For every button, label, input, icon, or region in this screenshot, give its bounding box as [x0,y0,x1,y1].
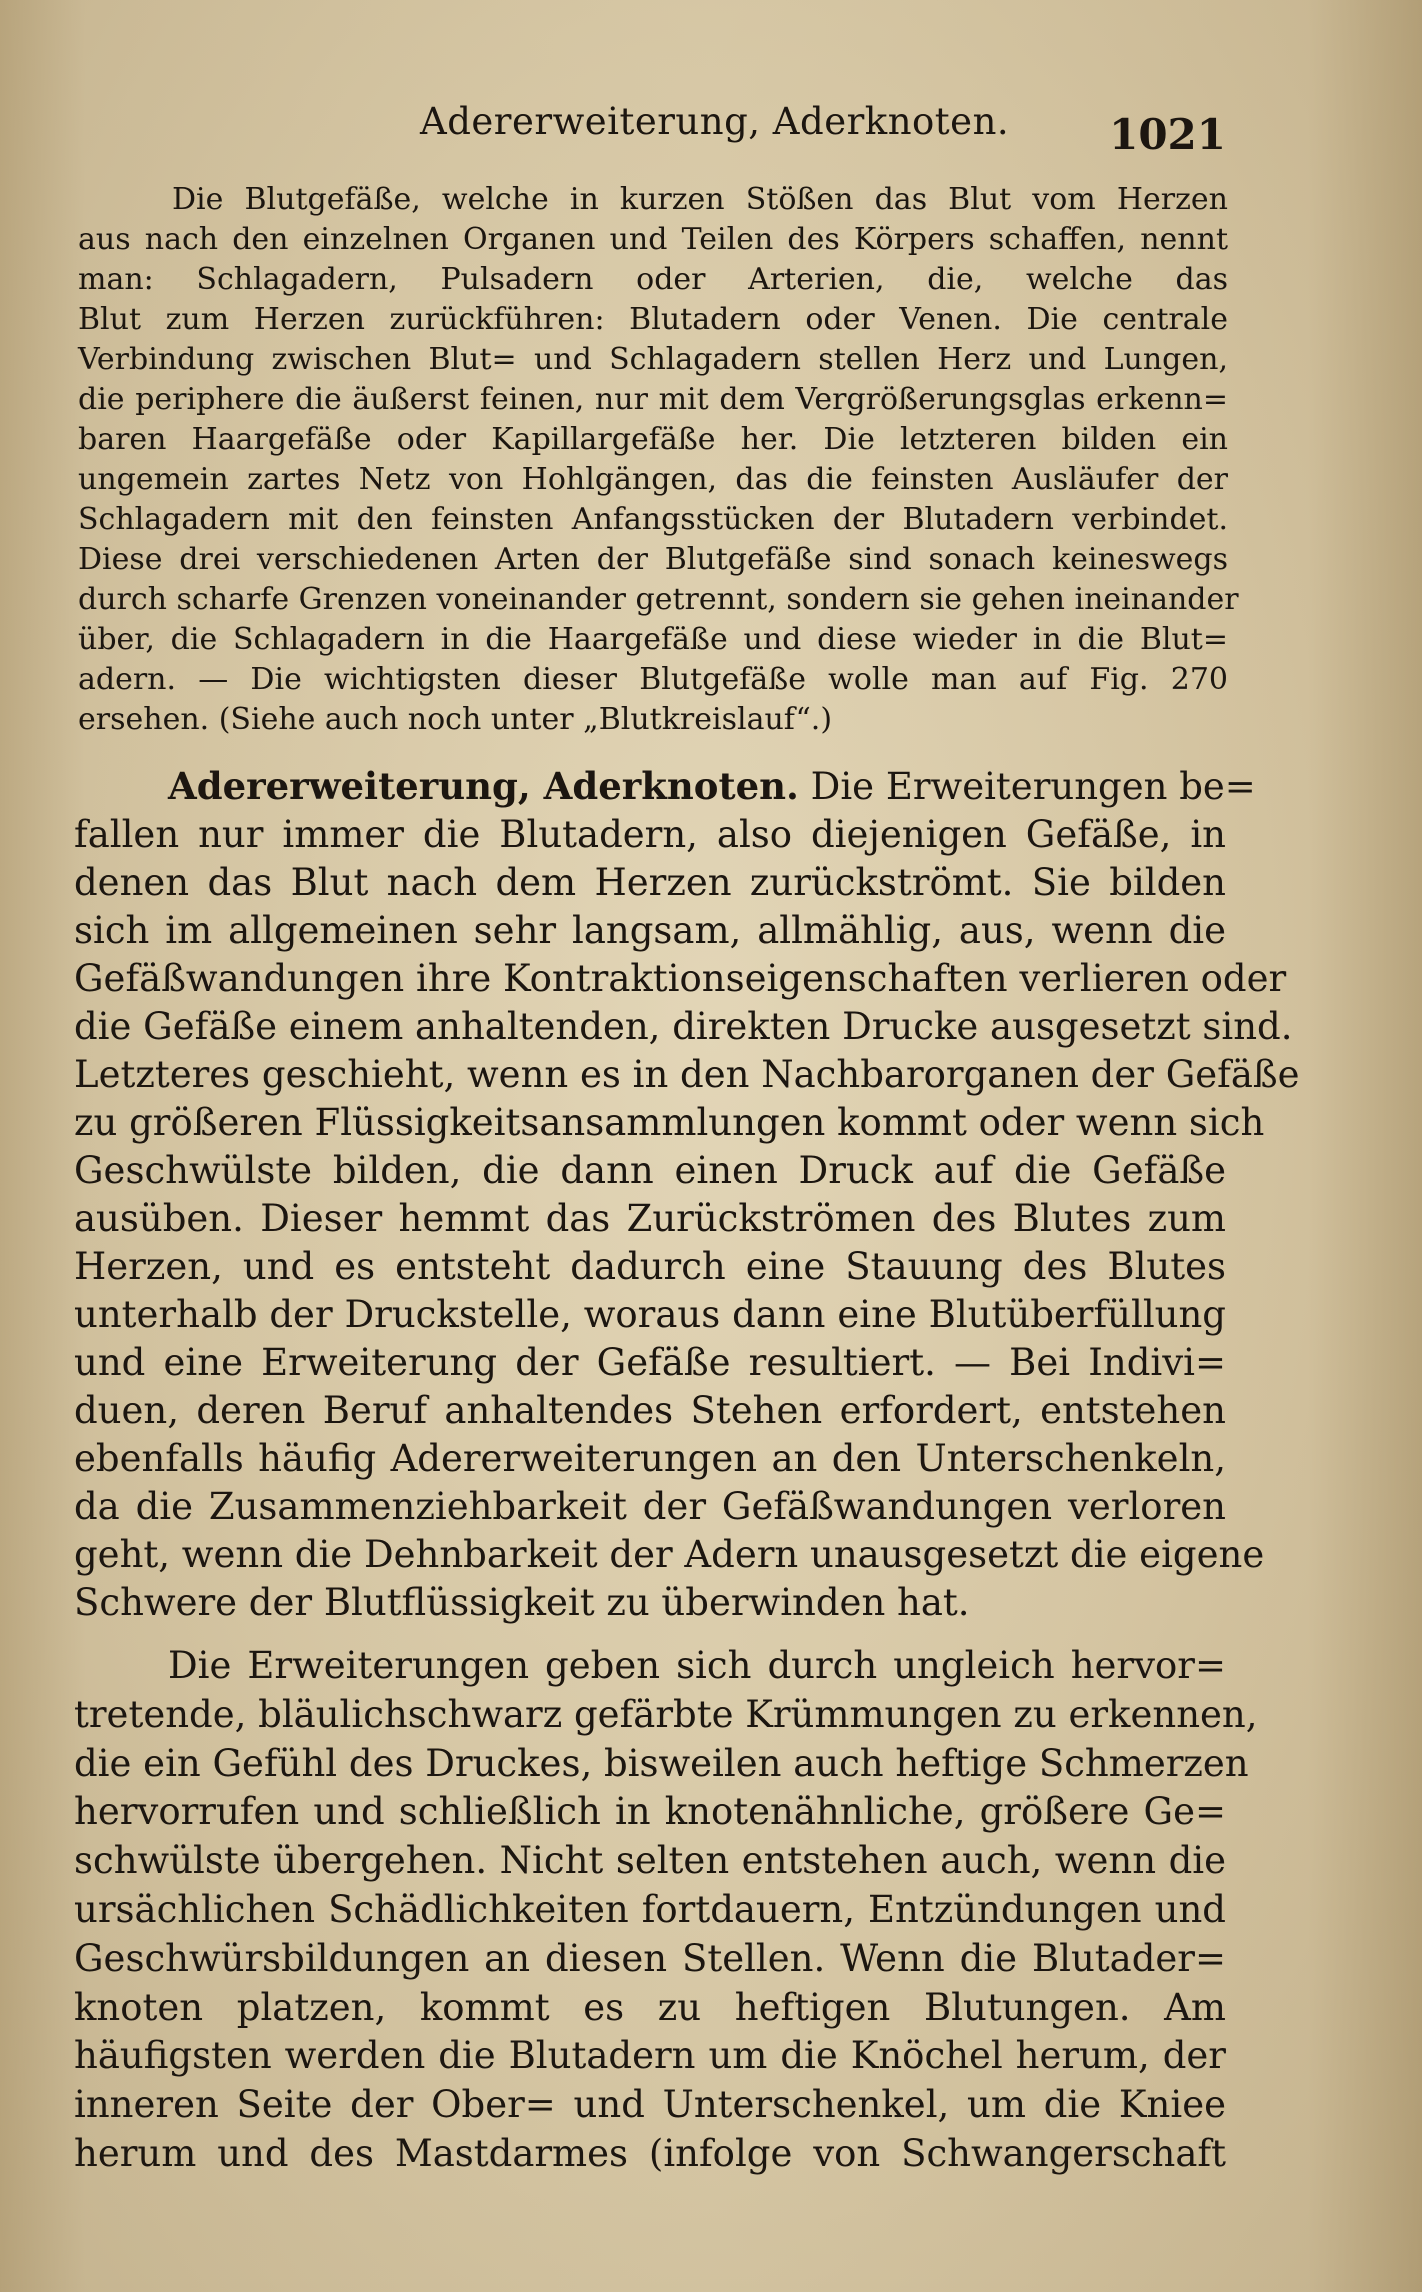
text-line: man: Schlagadern, Pulsadern oder Arterien, die, welche das [78,262,1228,297]
running-head: Adererweiterung, Aderknoten. [420,100,1010,143]
text-line: Verbindung zwischen Blut= und Schlagadern stellen Herz und Lungen, [78,342,1228,377]
text-line: Diese drei verschiedenen Arten der Blutgefäße sind sonach keineswegs [78,542,1228,577]
entry-headword: Adererweiterung, Aderknoten. [168,764,799,808]
text-line: Blut zum Herzen zurückführen: Blutadern oder Venen. Die centrale [78,302,1228,337]
second-paragraph [74,1642,1258,2179]
text-line: denen das Blut nach dem Herzen zurückströmt. Sie bilden [74,861,1226,904]
text-line: Geschwülste bilden, die dann einen Druck auf die Gefäße [74,1149,1226,1192]
text-line: häufigsten werden die Blutadern um die Knöchel herum, der [74,2034,1226,2078]
text-line: schwülste übergehen. Nicht selten entstehen auch, wenn die [74,1839,1226,1883]
text-line: geht, wenn die Dehnbarkeit der Adern unausgesetzt die eigene [74,1533,1265,1576]
text-line: Schlagadern mit den feinsten Anfangsstücken der Blutadern verbindet. [78,502,1228,537]
text-line: die periphere die äußerst feinen, nur mit dem Vergrößerungsglas erkenn= [78,382,1228,417]
text-line: hervorrufen und schließlich in knotenähnliche, größere Ge= [74,1790,1226,1834]
text-line: adern. — Die wichtigsten dieser Blutgefäße wolle man auf Fig. 270 [78,662,1228,697]
page-number: 1021 [1109,110,1226,159]
text-line: aus nach den einzelnen Organen und Teilen des Körpers schaffen, nennt [78,222,1228,257]
text-line: knoten platzen, kommt es zu heftigen Blutungen. Am [74,1985,1226,2029]
text-line: inneren Seite der Ober= und Unterschenkel, um die Kniee [74,2083,1226,2127]
text-line: sich im allgemeinen sehr langsam, allmählig, aus, wenn die [74,909,1226,952]
text-line: Gefäßwandungen ihre Kontraktionseigenschaften verlieren oder [74,957,1287,1000]
intro-paragraph [78,180,1239,740]
text-line: duen, deren Beruf anhaltendes Stehen erfordert, entstehen [74,1389,1226,1432]
text-line: durch scharfe Grenzen voneinander getrennt, sondern sie gehen ineinander [78,582,1239,617]
text-line: ebenfalls häufig Adererweiterungen an den Unterschenkeln, [74,1437,1226,1480]
text-line: und eine Erweiterung der Gefäße resultiert. — Bei Indivi= [74,1341,1226,1384]
text-line: über, die Schlagadern in die Haargefäße und diese wieder in die Blut= [78,622,1228,657]
text-line: zu größeren Flüssigkeitsansammlungen kommt oder wenn sich [74,1101,1265,1144]
text-line: Die Erweiterungen geben sich durch ungleich hervor= [168,1644,1226,1687]
text-line: Letzteres geschieht, wenn es in den Nachbarorganen der Gefäße [74,1053,1300,1096]
text-line: baren Haargefäße oder Kapillargefäße her. Die letzteren bilden ein [78,422,1228,457]
text-line: Schwere der Blutflüssigkeit zu überwinden hat. [74,1581,970,1624]
text-line: Die Blutgefäße, welche in kurzen Stößen das Blut vom Herzen [172,182,1228,217]
text-line: ungemein zartes Netz von Hohlgängen, das die feinsten Ausläufer der [78,462,1228,497]
entry-first-line [74,762,1256,811]
text-line: die ein Gefühl des Druckes, bisweilen auch heftige Schmerzen [74,1741,1249,1785]
text-line: fallen nur immer die Blutadern, also diejenigen Gefäße, in [74,813,1226,856]
entry-paragraph [74,762,1300,1627]
text-line: tretende, bläulichschwarz gefärbte Krümmungen zu erkennen, [74,1692,1258,1736]
text-line: Geschwürsbildungen an diesen Stellen. Wenn die Blutader= [74,1936,1226,1980]
text-line: ersehen. (Siehe auch noch unter „Blutkreislauf“.) [78,702,833,737]
text-line: unterhalb der Druckstelle, woraus dann eine Blutüberfüllung [74,1293,1226,1336]
text-line: die Gefäße einem anhaltenden, direkten Drucke ausgesetzt sind. [74,1005,1293,1048]
text-line: ursächlichen Schädlichkeiten fortdauern, Entzündungen und [74,1887,1226,1931]
text-line: da die Zusammenziehbarkeit der Gefäßwandungen verloren [74,1485,1226,1528]
entry-first-line-text: Die Erweiterungen be= [810,765,1256,808]
text-line: Herzen, und es entsteht dadurch eine Stauung des Blutes [74,1245,1226,1288]
text-line: herum und des Mastdarmes (infolge von Schwangerschaft [74,2131,1226,2175]
text-line: ausüben. Dieser hemmt das Zurückströmen des Blutes zum [74,1197,1226,1240]
